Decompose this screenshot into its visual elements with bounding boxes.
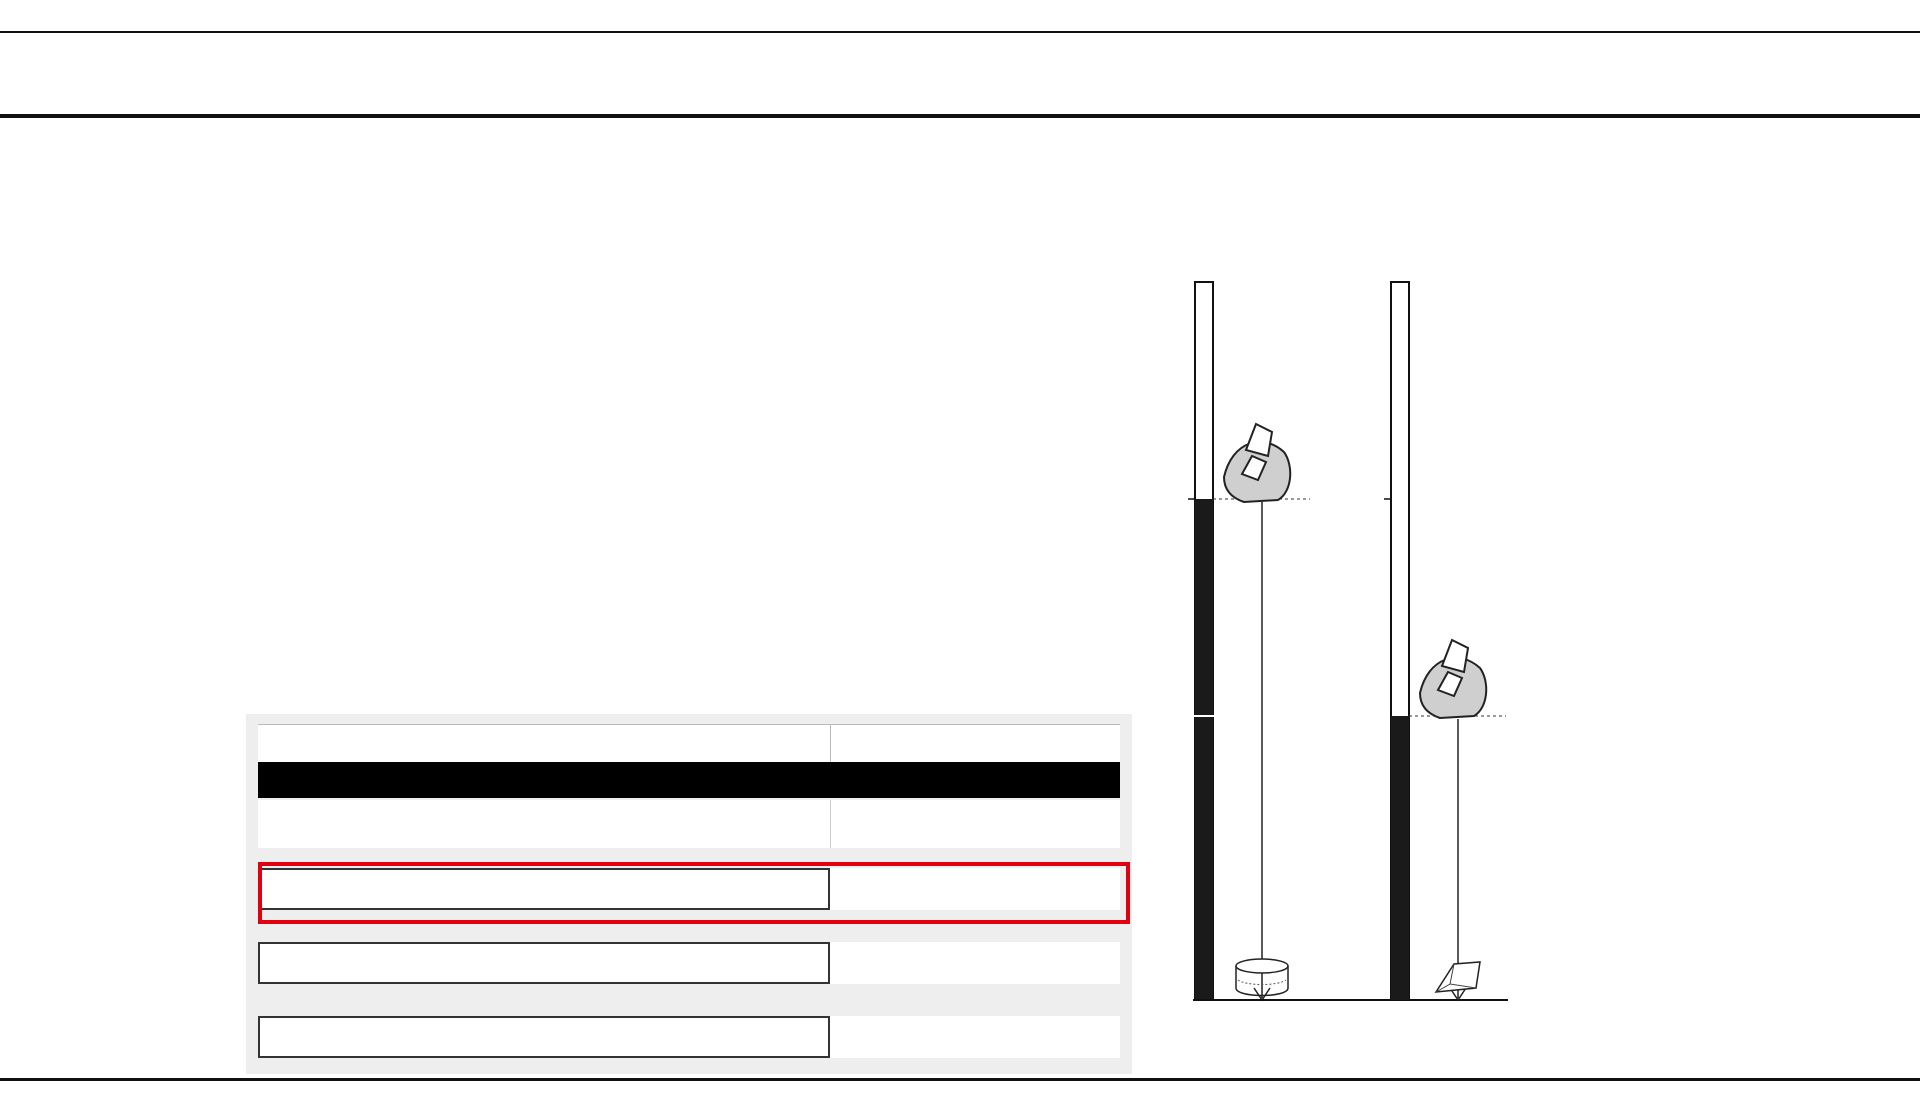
table-row-value <box>830 800 1120 848</box>
drop-height-fill <box>1391 716 1409 1000</box>
header-top-rule <box>0 31 1920 33</box>
table-header-row <box>258 724 1120 763</box>
table-row-label <box>258 1016 830 1058</box>
footer-rule <box>0 1078 1920 1081</box>
table-black-band <box>258 762 1120 798</box>
flat-anvil-column <box>1188 282 1310 1000</box>
table-row-value <box>830 1016 1120 1058</box>
helmet-icon <box>1224 424 1290 502</box>
table-row-label <box>258 942 830 984</box>
header-bottom-rule <box>0 114 1920 118</box>
drop-height-fill <box>1195 499 1213 1000</box>
table-row-value <box>830 942 1120 984</box>
table-header-standard <box>258 725 830 763</box>
prism-anvil-icon <box>1436 962 1480 992</box>
table-row <box>258 942 1120 984</box>
highlight-box <box>258 862 1130 924</box>
helmet-icon <box>1420 640 1486 718</box>
drop-test-diagram <box>1140 262 1520 1072</box>
table-row-label <box>258 800 836 848</box>
table-row <box>258 1016 1120 1058</box>
table-header-en1078 <box>830 725 1120 763</box>
kerb-anvil-column <box>1384 282 1506 1000</box>
table-row <box>258 800 1120 848</box>
